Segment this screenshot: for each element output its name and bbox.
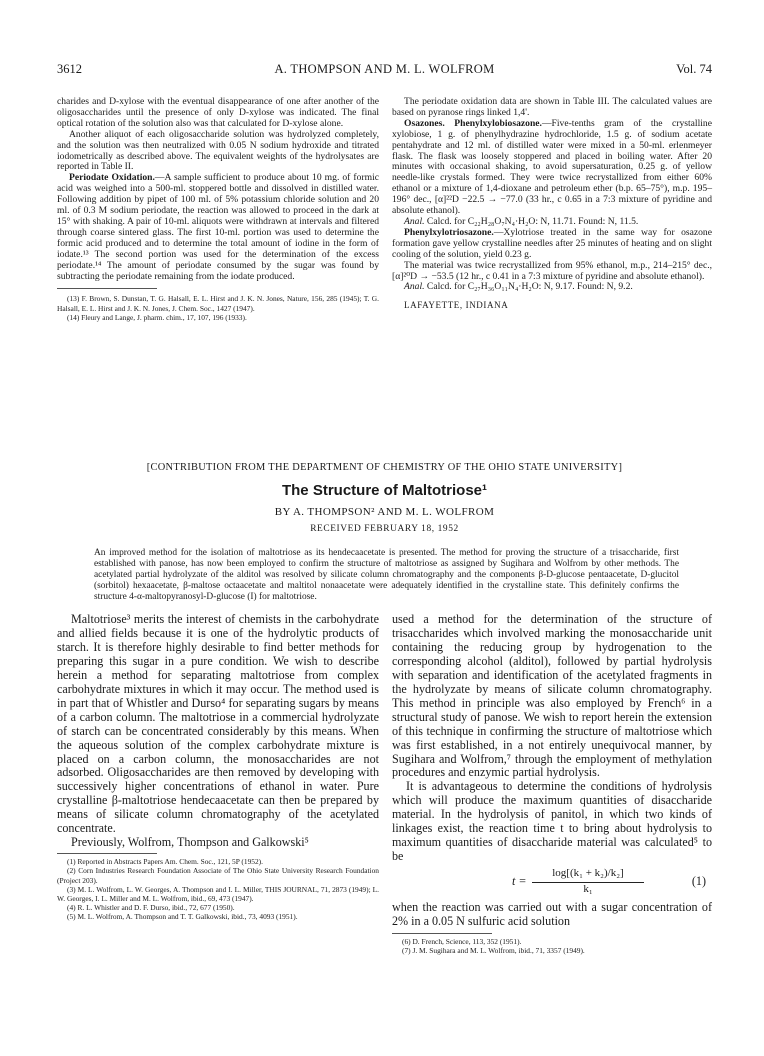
paragraph: Maltotriose³ merits the interest of chemists in the carbohydrate and allied fields because it is one of the hydrolytic products of starch. It is therefore highly desirable to find better methods for preparing this sugar in a pure condition. We wish to describe herein a method for separating maltotriose from complex carbohydrate mixtures in which it may occur. The method used is in part that of Whistler and Durso⁴ for separating sugars by means of a carbon column. The maltotriose in a commercial hydrolyzate of starch can be concentrated considerably by this means. When the aqueous solution of the complex carbohydrate mixture is placed on a carbon column, the monosaccharides are not adsorbed. Oligosaccharides are then removed by developing with successively higher concentrations of ethanol in water. Pure crystalline β-maltotriose hendecaacetate can then be prepared by means of silicate column chromatography of the acetylated concentrate. (57, 612, 379, 836)
footnote-divider (57, 853, 157, 854)
analysis-label: Anal. (404, 215, 425, 227)
prev-article-left-column (57, 97, 379, 323)
running-header (57, 62, 712, 78)
footnote-divider (392, 933, 492, 934)
page-number: 3612 (57, 62, 82, 76)
equation-lhs: t = (512, 874, 527, 889)
footnotes (57, 857, 379, 921)
equation (392, 867, 712, 897)
section-text: —A sample sufficient to produce about 10 mg. of formic acid was weighed into a 500-ml. stoppered bottle and dissolved in distilled water. Following addition by pipet of 100 ml. of 5% potassium chloride solution and 20 ml. of 0.3 M sodium periodate, the reaction was allowed to proceed in the dark at 15° with shaking. A pair of 10-ml. aliquots were withdrawn at intervals and filtered through coarse sintered glass. The first 10-ml. portion was used to determine the formic acid produced and to determine the total amount of iodine in the form of iodate.¹³ The second portion was used for the determination of the excess periodate.¹⁴ The amount of periodate consumed by the sugar was found by subtracting the periodate remaining from the iodate produced. (57, 172, 379, 282)
body-left-column (57, 613, 379, 922)
prev-article-right-column (392, 97, 712, 311)
received-date: RECEIVED FEBRUARY 18, 1952 (310, 524, 459, 534)
paragraph: The periodate oxidation data are shown in Table III. The calculated values are based on pyranose rings linked 1,4'. (392, 96, 712, 118)
triosazone-paragraph (392, 228, 712, 261)
contribution-line: [CONTRIBUTION FROM THE DEPARTMENT OF CHEMISTRY OF THE OHIO STATE UNIVERSITY] (146, 462, 623, 473)
section-text: —Five-tenths gram of the crystalline xylobiose, 1 g. of phenylhydrazine hydrochloride, 1.5 g. of sodium acetate pentahydrate and 12 ml. of distilled water were mixed in a 50-ml. erlenmeyer flask. The flask was loosely stoppered and placed in boiling water. After 20 minutes with occasional shaking, to avoid supersaturation, 0.25 g. of yellow needle-like crystals formed. They were twice recrystallized from either 60% ethanol or a mixture of 1,4-dioxane and petroleum ether (b.p. 65–75°), m.p. 195–196° dec., [α]²²D −22.5 → −77.0 (33 hr., c 0.65 in a 7:3 mixture of pyridine and absolute ethanol). (392, 117, 712, 217)
footnotes (392, 937, 712, 955)
footnote: (4) R. L. Whistler and D. F. Durso, ibid., 72, 677 (1950). (67, 903, 235, 913)
paragraph: The material was twice recrystallized from 95% ethanol, m.p., 214–215° dec., [α]²⁰D → −53.5 (12 hr., c 0.41 in a 7:3 mixture of pyridine and absolute ethanol). (392, 259, 712, 282)
section-text: —Xylotriose treated in the same way for osazone formation gave yellow crystalline needles after 25 minutes of heating and on slight cooling of the solution, yield 0.23 g. (392, 226, 712, 260)
footnote-divider (57, 288, 157, 289)
section-heading: Phenylxylotriosazone. (404, 226, 494, 238)
section-heading: Periodate Oxidation. (69, 172, 155, 184)
paragraph: when the reaction was carried out with a sugar concentration of 2% in a 0.05 N sulfuric acid solution (392, 900, 712, 929)
equation-fraction (532, 867, 644, 897)
osazones-paragraph (392, 119, 712, 217)
footnotes (57, 294, 379, 322)
footnote: (5) M. L. Wolfrom, A. Thompson and T. T. Galkowski, ibid., 73, 4093 (1951). (67, 912, 298, 922)
paragraph: Previously, Wolfrom, Thompson and Galkowski⁵ (71, 835, 309, 850)
equation-numerator: log[(k₁ + k₂)/k₂] (532, 867, 644, 883)
volume-label: Vol. 74 (676, 62, 712, 76)
paragraph: Another aliquot of each oligosaccharide solution was hydrolyzed completely, and the solution was then neutralized with 0.05 N sodium hydroxide and titrated iodometrically as described above. The equivalent weights of the hydrolysates are reported in Table II. (57, 128, 379, 173)
byline: BY A. THOMPSON² AND M. L. WOLFROM (274, 506, 495, 518)
location: LAFAYETTE, INDIANA (404, 300, 509, 311)
footnote: (1) Reported in Abstracts Papers Am. Chem. Soc., 121, 5P (1952). (67, 857, 263, 867)
section-heading: Osazones. Phenylxylobiosazone. (404, 117, 542, 129)
analysis-text: Calcd. for C₂₂H₂₈O₇N₄·H₂O: N, 11.71. Found: N, 11.5. (424, 215, 639, 227)
body-right-column (392, 613, 712, 955)
footnote: (2) Corn Industries Research Foundation Associate of The Ohio State University Research Foundation (Project 203). (57, 866, 379, 885)
periodate-paragraph (57, 173, 379, 282)
footnote: (14) Fleury and Lange, J. pharm. chim., 17, 107, 196 (1933). (67, 313, 247, 323)
footnote: (13) F. Brown, S. Dunstan, T. G. Halsall, E. L. Hirst and J. K. N. Jones, Nature, 156, 285 (1945); T. G. Halsall, E. L. Hirst and J. K. N. Jones, J. Chem. Soc., 1427 (1947). (57, 294, 379, 313)
analysis-line (392, 282, 712, 293)
article-title: The Structure of Maltotriose¹ (281, 482, 487, 499)
equation-denominator: k₁ (583, 883, 593, 896)
header-authors: A. THOMPSON AND M. L. WOLFROM (274, 62, 495, 76)
equation-number: (1) (691, 874, 706, 889)
footnote: (6) D. French, Science, 113, 352 (1951). (402, 937, 522, 947)
paragraph: used a method for the determination of the structure of trisaccharides which involved marking the monosaccharide unit containing the reducing group by hydrogenation to the corresponding alcohol (alditol), followed by partial hydrolysis with separation and identification of the acetylated fragments in the hydrolyzate by means of silicate column chromatography. This method in principle was also employed by French⁶ in a structural study of panose. We wish to report herein the extension of this technique in confirming the structure of maltotriose which was first established, in a not entirely unequivocal manner, by Sugihara and Wolfrom,⁷ through the employment of methylation procedures and enzymic partial hydrolysis. (392, 612, 712, 780)
paragraph: charides and D-xylose with the eventual disappearance of one after another of the oligosaccharides until the presence of only D-xylose was indicated. The final optical rotation of the solution also was that calculated for D-xylose alone. (57, 96, 379, 129)
abstract: An improved method for the isolation of maltotriose as its hendecaacetate is presented. The method for proving the structure of a trisaccharide, first established with panose, has now been employed to confirm the structure of maltotriose as assigned by Sugihara and Wolfrom by other methods. The acetylated partial hydrolyzate of the alditol was resolved by silicate column chromatography and the components β-D-glucose pentaacetate, D-glucitol (sorbitol) hexaacetate, β-maltose octaacetate and maltitol nonaacetate were adequately identified in the crystalline state. This definitely confirms the structure 4-α-maltopyranosyl-D-glucose (I) for maltotriose. (94, 548, 679, 602)
analysis-text: Calcd. for C₂₇H₃₆O₁₁N₄·H₂O: N, 9.17. Found: N, 9.2. (424, 281, 633, 293)
analysis-label: Anal. (404, 281, 425, 293)
paragraph: It is advantageous to determine the conditions of hydrolysis which will produce the maximum quantities of disaccharide material. In the hydrolysis of panitol, in which two kinds of linkages exist, the reaction time t to bring about hydrolysis to maximum quantities of disaccharide material was calculated⁵ to be (392, 779, 712, 864)
footnote: (7) J. M. Sugihara and M. L. Wolfrom, ibid., 71, 3357 (1949). (402, 946, 585, 956)
footnote: (3) M. L. Wolfrom, L. W. Georges, A. Thompson and I. L. Miller, THIS JOURNAL, 71, 2873 (1949); L. W. Georges, I. L. Miller and M. L. Wolfrom, ibid., 69, 473 (1947). (57, 884, 379, 904)
